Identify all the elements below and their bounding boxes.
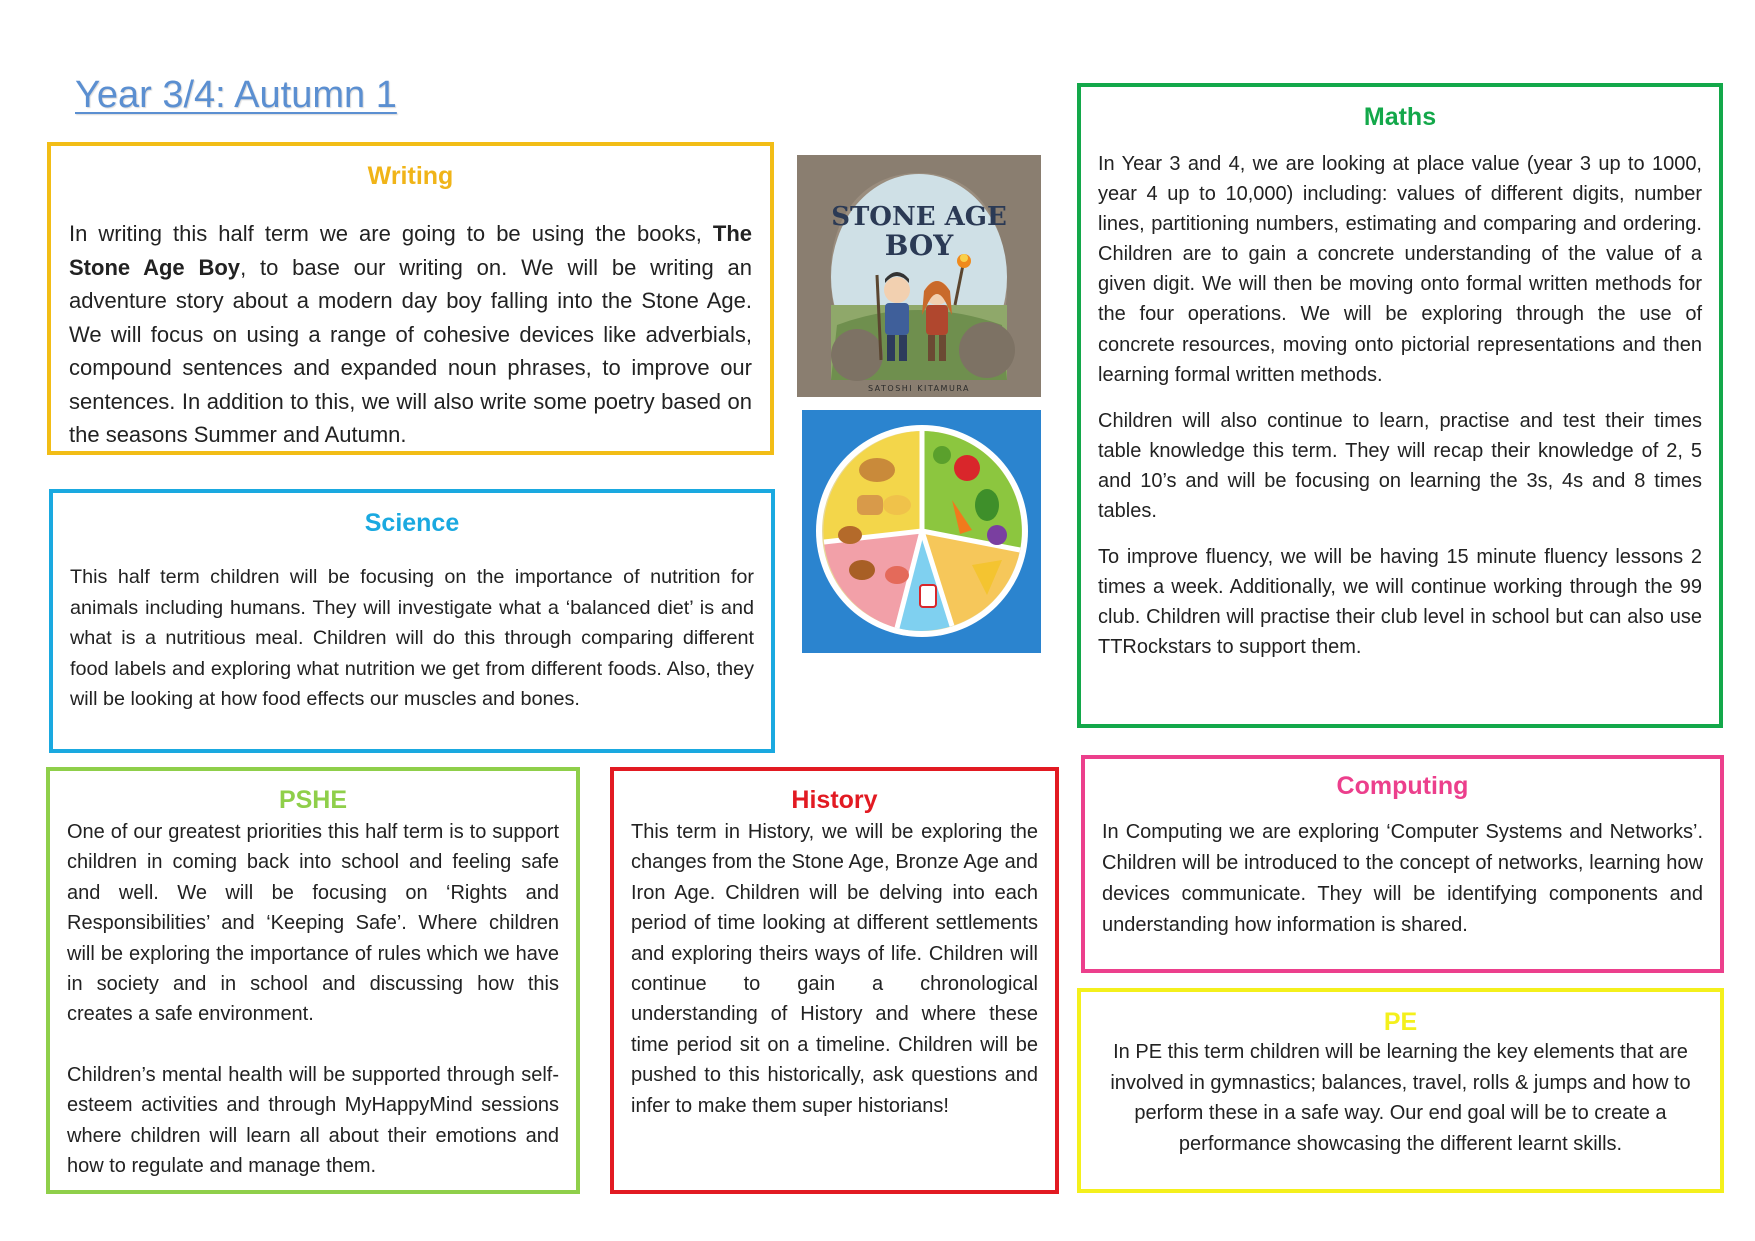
computing-panel: [1081, 755, 1724, 973]
writing-body: [69, 217, 752, 452]
stone-age-boy-book-cover: [797, 155, 1041, 397]
writing-text-start: In writing this half term we are going to be using the books,: [69, 221, 713, 246]
maths-panel: [1077, 83, 1723, 728]
book-cover-title-line-2: BOY: [884, 229, 954, 262]
maths-paragraph-1: In Year 3 and 4, we are looking at place value (year 3 up to 1000, year 4 up to 10,000) including: values of different digits, number lines, partitioning numbers, estimating and comparing and ordering. Children are to gain a concrete understanding of the value of a given digit. We will then be moving onto formal written methods for the four operations. We will be exploring through the use of concrete resources, moving onto pictorial representations and then learning formal written methods.: [1098, 153, 1702, 386]
writing-text-end: , to base our writing on. We will be writing an adventure story about a modern day boy falling into the Stone Age. We will focus on using a range of cohesive devices like adverbials, compound sentences and expanded noun phrases, to improve our sentences. In addition to this, we will also write some poetry based on the seasons Summer and Autumn.: [69, 254, 752, 447]
science-panel: [49, 489, 775, 753]
writing-book-title: The Stone Age Boy: [69, 221, 752, 280]
history-panel: [610, 767, 1059, 1194]
pshe-heading: PSHE: [278, 786, 348, 814]
science-body: This half term children will be focusing on the importance of nutrition for animals including humans. They will investigate what a ‘balanced diet’ is and what is a nutritious meal. Children will do this through comparing different food labels and exploring what nutrition we get from different foods. Also, they will be looking at how food effects our muscles and bones.: [70, 566, 754, 710]
balanced-diet-plate-image: [802, 410, 1041, 653]
pe-heading: PE: [1383, 1008, 1418, 1036]
pshe-paragraph-1: One of our greatest priorities this half term is to support children in coming back into school and feeling safe and well. We will be focusing on ‘Rights and Responsibilities’ and ‘Keeping Safe’. Where children will be exploring the importance of rules which we have in society and in school and discussing how this creates a safe environment.: [67, 821, 559, 1026]
science-heading: Science: [364, 509, 460, 537]
page-title: Year 3/4: Autumn 1: [75, 74, 397, 116]
pshe-panel: [46, 767, 580, 1194]
maths-paragraph-2: Children will also continue to learn, practise and test their times table knowledge this term. They will recap their knowledge of 2, 5 and 10’s and will be focusing on learning the 3s, 4s and 8 times tables.: [1098, 409, 1702, 523]
pe-panel: [1077, 988, 1724, 1193]
pe-body: In PE this term children will be learning the key elements that are involved in gymnastics; balances, travel, rolls & jumps and how to perform these in a safe way. Our end goal will be to create a performance showcasing the different learnt skills.: [1110, 1041, 1691, 1155]
book-cover-title-line-1: STONE AGE: [831, 202, 1007, 232]
maths-heading: Maths: [1363, 103, 1437, 131]
history-body: This term in History, we will be exploring the changes from the Stone Age, Bronze Age and Iron Age. Children will be delving into each period of time looking at different settlements and exploring theirs ways of life. Children will continue to gain a chronological understanding of History and where these time period sit on a timeline. Children will be pushed to this historically, ask questions and infer to make them super historians!: [631, 821, 1038, 1117]
pshe-paragraph-2: Children’s mental health will be supported through self-esteem activities and through MyHappyMind sessions where children will learn all about their emotions and how to regulate and manage them.: [67, 1063, 559, 1178]
maths-paragraph-3: To improve fluency, we will be having 15 minute fluency lessons 2 times a week. Additionally, we will continue working through the 99 club. Children will practise their club level in school but can also use TTRockstars to support them.: [1098, 546, 1702, 659]
computing-body: In Computing we are exploring ‘Computer Systems and Networks’. Children will be introduced to the concept of networks, learning how devices communicate. They will be identifying components and understanding how information is shared.: [1102, 821, 1703, 936]
writing-panel: [47, 142, 774, 455]
writing-heading: Writing: [367, 162, 454, 190]
history-heading: History: [791, 786, 878, 814]
book-cover-author: SATOSHI KITAMURA: [867, 384, 971, 393]
computing-heading: Computing: [1336, 772, 1469, 800]
